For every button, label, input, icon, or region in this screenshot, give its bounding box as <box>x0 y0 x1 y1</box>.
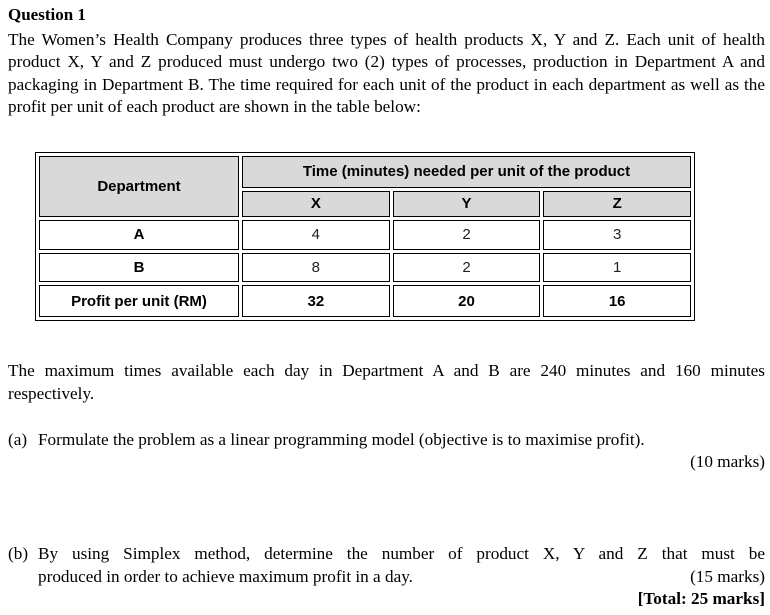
header-product-x: X <box>242 191 390 217</box>
cell-b-x: 8 <box>242 253 390 283</box>
cell-b-z: 1 <box>543 253 691 283</box>
cell-b-y: 2 <box>393 253 541 283</box>
part-b-label: (b) <box>8 544 29 563</box>
header-product-y: Y <box>393 191 541 217</box>
total-marks: [Total: 25 marks] <box>637 589 765 608</box>
part-b-text-line1: By using Simplex method, determine the number of product X, Y and Z that must be <box>38 544 765 563</box>
part-b-marks: (15 marks) <box>690 567 765 586</box>
part-a-label: (a) <box>8 430 28 449</box>
row-label-a: A <box>39 220 239 250</box>
header-time: Time (minutes) needed per unit of the product <box>242 156 691 188</box>
part-b-text-line2: produced in order to achieve maximum profit in a day. <box>38 567 413 586</box>
time-profit-table <box>35 152 695 321</box>
row-label-profit: Profit per unit (RM) <box>39 285 239 317</box>
question-intro: The Women’s Health Company produces three types of health products X, Y and Z. Each unit of health product X, Y and Z produced must undergo two (2) types of processes, production in Department A and packaging in Department B. The time required for each unit of the product in each department as well as the profit per unit of each product are shown in the table below: <box>8 30 765 117</box>
header-product-z: Z <box>543 191 691 217</box>
header-department: Department <box>39 156 239 217</box>
cell-a-y: 2 <box>393 220 541 250</box>
question-heading: Question 1 <box>8 5 86 24</box>
part-b <box>8 542 765 588</box>
row-label-b: B <box>39 253 239 283</box>
cell-a-x: 4 <box>242 220 390 250</box>
part-a <box>8 428 765 451</box>
cell-profit-y: 20 <box>393 285 541 317</box>
cell-profit-x: 32 <box>242 285 390 317</box>
part-a-marks: (10 marks) <box>690 452 765 471</box>
cell-profit-z: 16 <box>543 285 691 317</box>
max-times-paragraph: The maximum times available each day in Department A and B are 240 minutes and 160 minutes respectively. <box>8 361 765 403</box>
part-a-text: Formulate the problem as a linear programming model (objective is to maximise profit). <box>38 430 645 449</box>
cell-a-z: 3 <box>543 220 691 250</box>
